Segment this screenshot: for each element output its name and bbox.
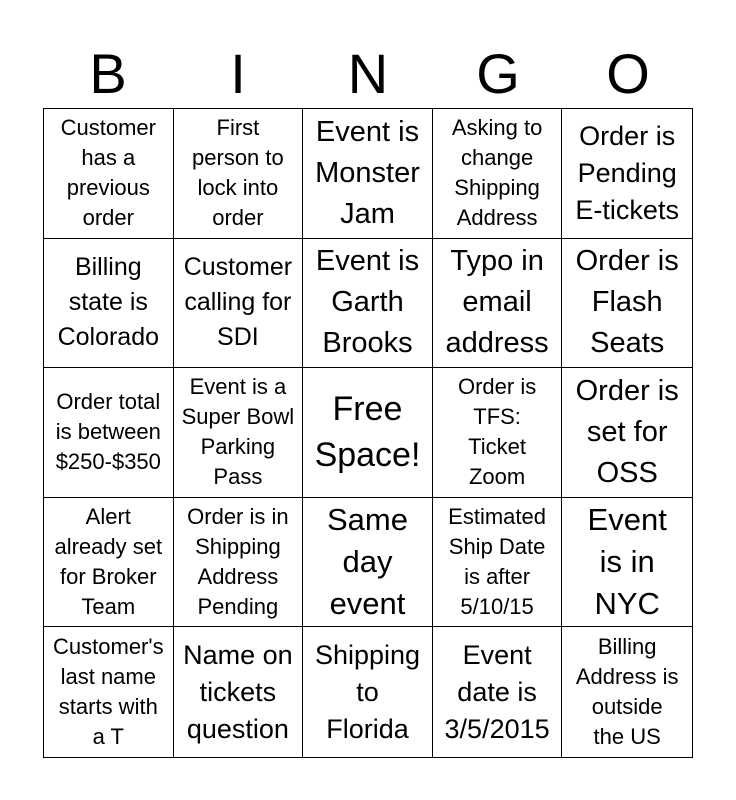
cell-label: Order total is between $250-$350 bbox=[55, 389, 161, 475]
header-letter-b: B bbox=[89, 42, 127, 105]
cell-label: Estimated Ship Date is after 5/10/15 bbox=[448, 504, 546, 620]
bingo-cell-r2-c2[interactable] bbox=[174, 239, 304, 369]
bingo-cell-r5-c4[interactable] bbox=[433, 627, 563, 757]
bingo-cell-r1-c5[interactable] bbox=[562, 109, 692, 239]
cell-label: Shipping to Florida bbox=[314, 639, 421, 744]
header-letter-i: I bbox=[230, 42, 246, 105]
bingo-board bbox=[43, 108, 693, 758]
cell-label: Order is Pending E-tickets bbox=[575, 120, 679, 225]
bingo-cell-r3-c2[interactable] bbox=[174, 368, 304, 498]
header-letter-o: O bbox=[606, 42, 650, 105]
cell-label: Alert already set for Broker Team bbox=[54, 504, 163, 620]
bingo-cell-r2-c1[interactable] bbox=[44, 239, 174, 369]
cell-label: Free Space! bbox=[314, 390, 421, 475]
cell-label: Order is set for OSS bbox=[575, 374, 679, 489]
bingo-cell-r4-c4[interactable] bbox=[433, 498, 563, 628]
cell-label: Customer calling for SDI bbox=[183, 253, 293, 352]
cell-label: Order is TFS: Ticket Zoom bbox=[457, 374, 537, 490]
cell-label: Event is a Super Bowl Parking Pass bbox=[181, 374, 295, 490]
bingo-cell-r2-c3[interactable] bbox=[303, 239, 433, 369]
cell-label: First person to lock into order bbox=[192, 115, 284, 231]
cell-label: Billing Address is outside the US bbox=[575, 634, 679, 750]
bingo-cell-r4-c3[interactable] bbox=[303, 498, 433, 628]
cell-label: Customer's last name starts with a T bbox=[53, 634, 164, 750]
bingo-cell-r1-c4[interactable] bbox=[433, 109, 563, 239]
bingo-cell-r1-c3[interactable] bbox=[303, 109, 433, 239]
bingo-cell-r2-c5[interactable] bbox=[562, 239, 692, 369]
cell-label: Event is Monster Jam bbox=[315, 115, 420, 230]
bingo-cell-r4-c1[interactable] bbox=[44, 498, 174, 628]
bingo-cell-r3-c3[interactable] bbox=[303, 368, 433, 498]
cell-label: Event date is 3/5/2015 bbox=[444, 639, 550, 744]
cell-label: Customer has a previous order bbox=[60, 115, 156, 231]
cell-label: Event is in NYC bbox=[587, 502, 667, 622]
bingo-cell-r2-c4[interactable] bbox=[433, 239, 563, 369]
cell-label: Order is Flash Seats bbox=[575, 245, 679, 360]
cell-label: Asking to change Shipping Address bbox=[451, 115, 543, 231]
bingo-cell-r5-c3[interactable] bbox=[303, 627, 433, 757]
cell-label: Event is Garth Brooks bbox=[315, 245, 420, 360]
bingo-cell-r3-c4[interactable] bbox=[433, 368, 563, 498]
bingo-cell-r3-c5[interactable] bbox=[562, 368, 692, 498]
cell-label: Same day event bbox=[327, 502, 408, 622]
bingo-cell-r4-c2[interactable] bbox=[174, 498, 304, 628]
bingo-cell-r5-c2[interactable] bbox=[174, 627, 304, 757]
bingo-cell-r5-c1[interactable] bbox=[44, 627, 174, 757]
cell-label: Billing state is Colorado bbox=[57, 253, 160, 352]
header-letter-g: G bbox=[476, 42, 520, 105]
bingo-cell-r1-c2[interactable] bbox=[174, 109, 304, 239]
bingo-cell-r1-c1[interactable] bbox=[44, 109, 174, 239]
bingo-cell-r3-c1[interactable] bbox=[44, 368, 174, 498]
cell-label: Order is in Shipping Address Pending bbox=[187, 504, 289, 620]
bingo-header bbox=[43, 40, 693, 108]
bingo-cell-r5-c5[interactable] bbox=[562, 627, 692, 757]
bingo-cell-r4-c5[interactable] bbox=[562, 498, 692, 628]
cell-label: Typo in email address bbox=[445, 245, 549, 360]
header-letter-n: N bbox=[347, 42, 389, 105]
cell-label: Name on tickets question bbox=[183, 639, 293, 744]
